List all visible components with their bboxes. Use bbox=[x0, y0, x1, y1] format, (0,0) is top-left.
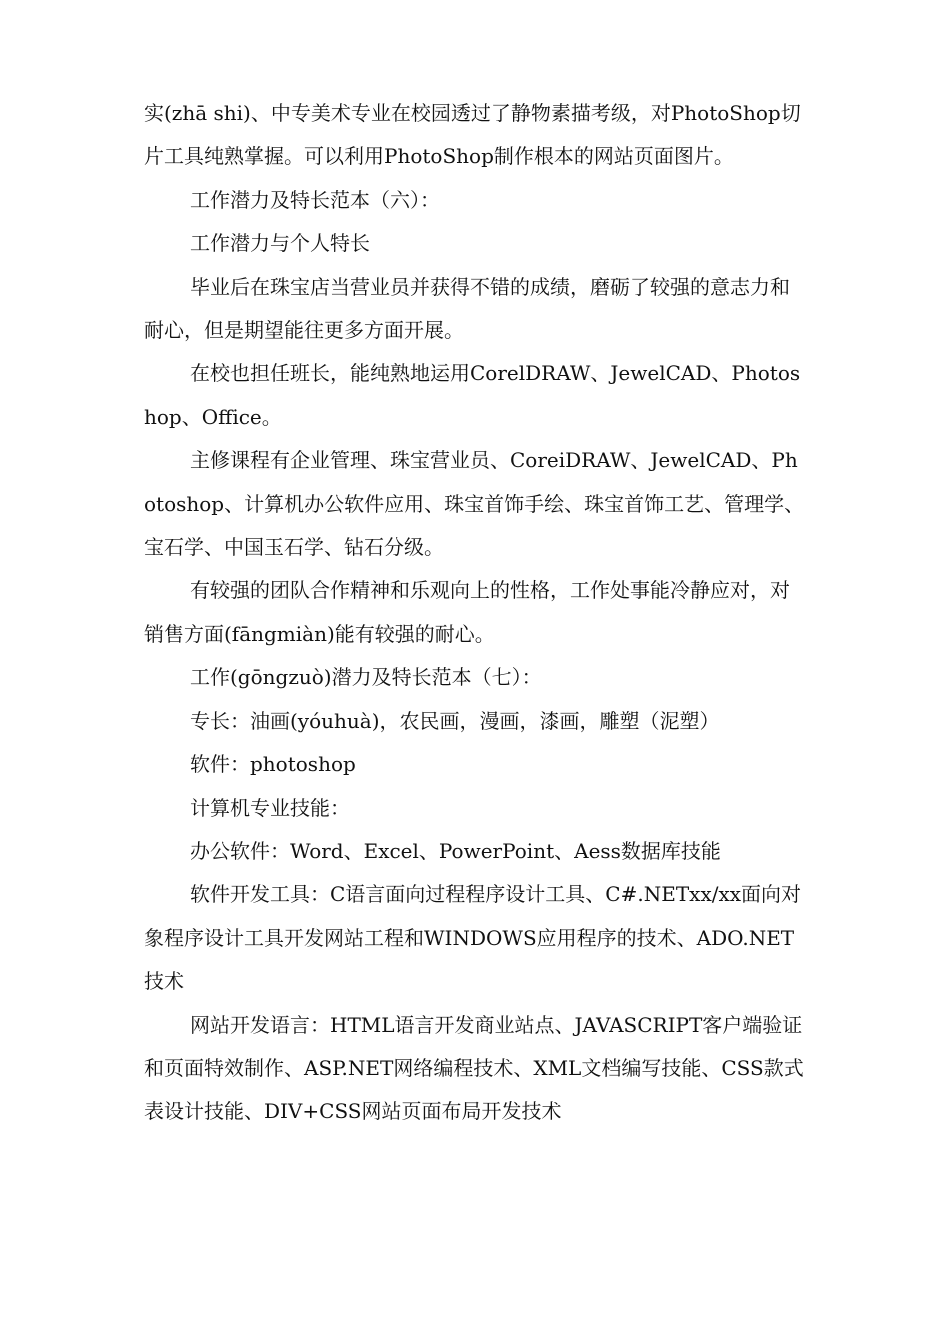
subheading-ability-specialty: 工作潜力与个人特长 bbox=[190, 231, 370, 256]
paragraph-continuation: 实(zhā shi)、中专美术专业在校园透过了静物素描考级，对PhotoShop切片工具纯熟掌握。可以利用PhotoShop制作根本的网站页面图片。 bbox=[144, 101, 801, 169]
paragraph-software: 软件：photoshop bbox=[190, 752, 356, 777]
paragraph-teamwork: 有较强的团队合作精神和乐观向上的性格，工作处事能冷静应对，对销售方面(fāngmiàn)能有较强的耐心。 bbox=[144, 578, 790, 646]
paragraph-dev-tools: 软件开发工具：C语言面向过程程序设计工具、C#.NETxx/xx面向对象程序设计工具开发网站工程和WINDOWS应用程序的技术、ADO.NET技术 bbox=[144, 882, 802, 994]
paragraph-class-monitor: 在校也担任班长，能纯熟地运用CorelDRAW、JewelCAD、Photoshop、Office。 bbox=[144, 361, 801, 429]
paragraph-office-software: 办公软件：Word、Excel、PowerPoint、Aess数据库技能 bbox=[190, 838, 721, 863]
paragraph-specialty: 专长：油画(yóuhuà)，农民画，漫画，漆画，雕塑（泥塑） bbox=[190, 708, 720, 733]
section-heading-sample-6: 工作潜力及特长范本（六）： bbox=[190, 187, 440, 212]
paragraph-work-experience: 毕业后在珠宝店当营业员并获得不错的成绩，磨砺了较强的意志力和耐心，但是期望能往更多方面开展。 bbox=[144, 274, 790, 343]
paragraph-web-languages: 网站开发语言：HTML语言开发商业站点、JAVASCRIPT客户端验证和页面特效制作、ASP.NET网络编程技术、XML文档编写技能、CSS款式表设计技能、DIV+CSS网站页面布局开发技术 bbox=[144, 1012, 804, 1124]
document-body bbox=[144, 92, 809, 1134]
paragraph-computer-skills-heading: 计算机专业技能： bbox=[190, 795, 350, 820]
paragraph-courses: 主修课程有企业管理、珠宝营业员、CoreiDRAW、JewelCAD、Photoshop、计算机办公软件应用、珠宝首饰手绘、珠宝首饰工艺、管理学、宝石学、中国玉石学、钻石分级。 bbox=[144, 448, 805, 560]
section-heading-sample-7: 工作(gōngzuò)潜力及特长范本（七）： bbox=[190, 665, 542, 690]
